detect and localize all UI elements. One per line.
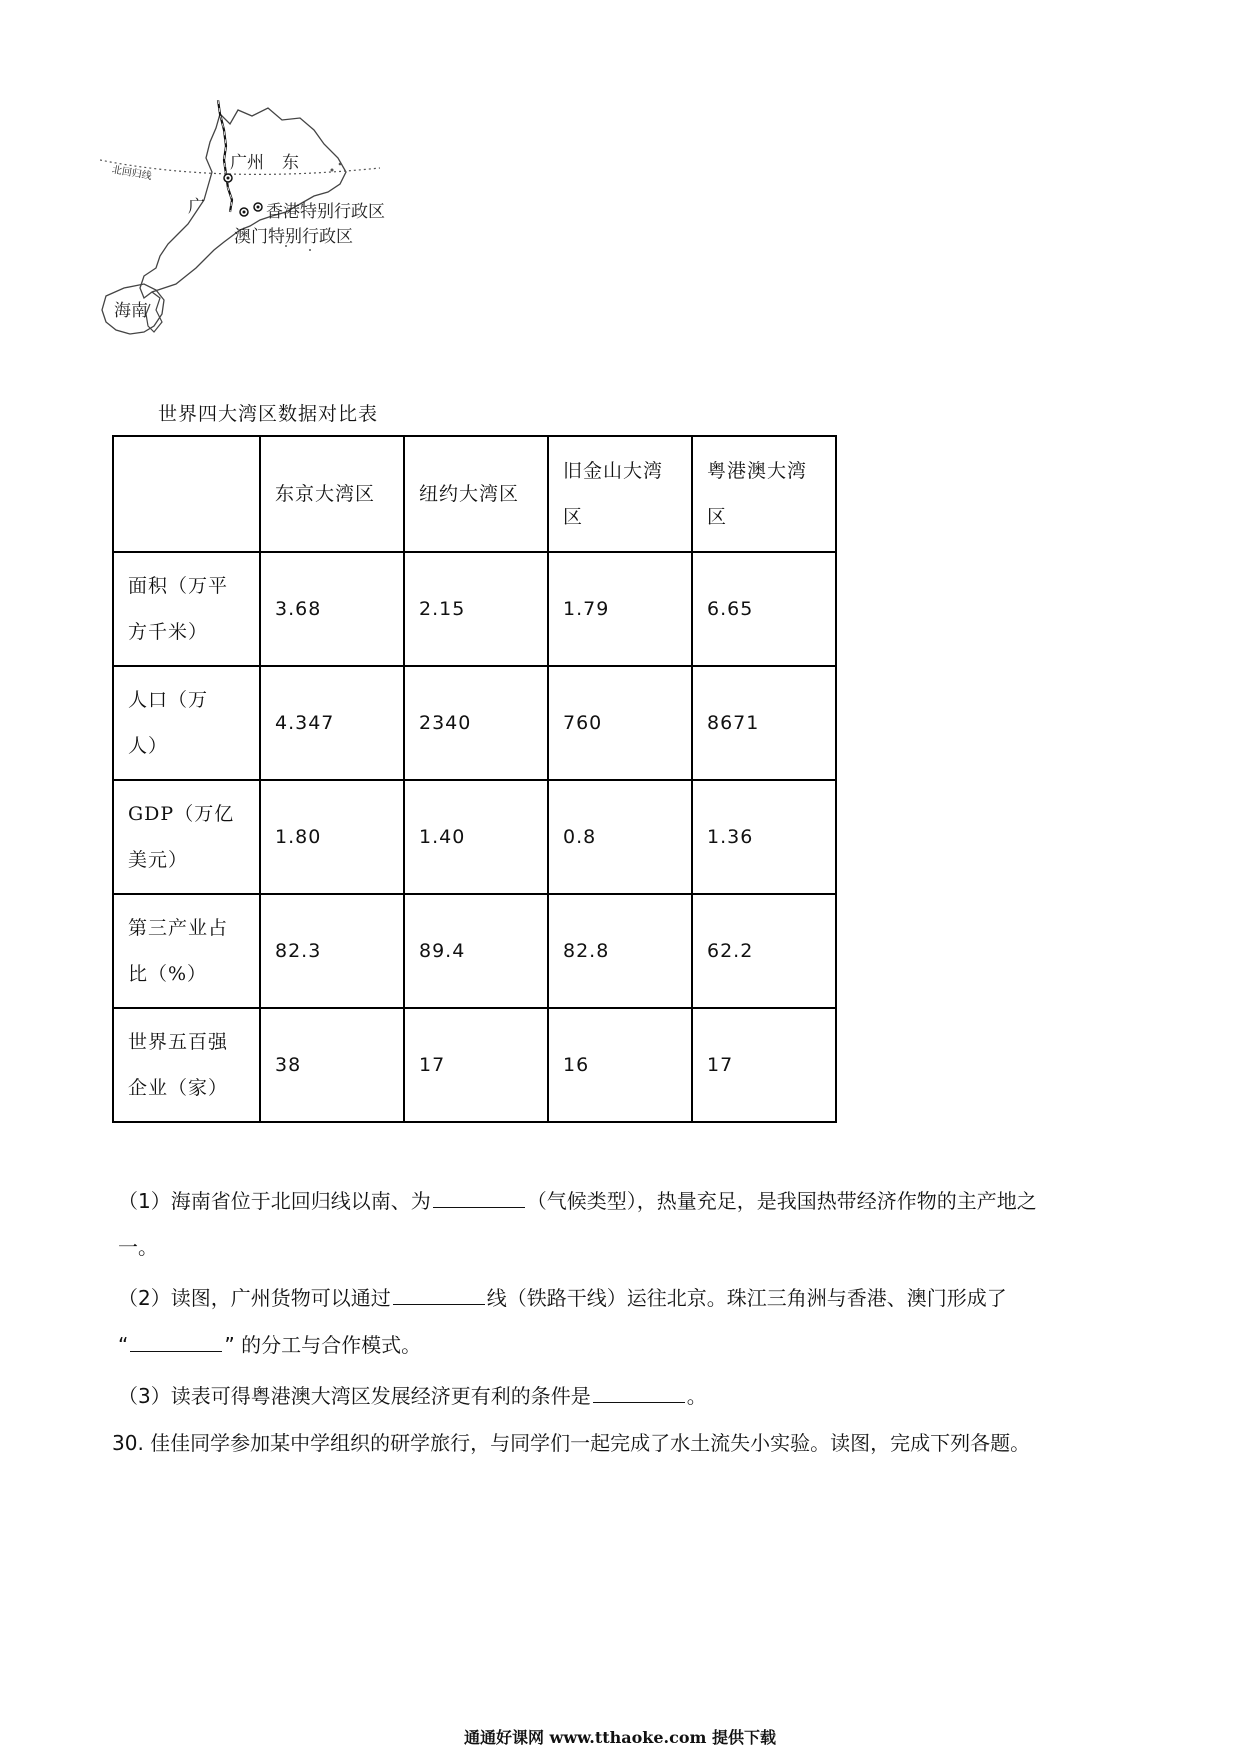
bay-area-data-table (112, 435, 837, 1123)
table-cell: 17 (692, 1008, 836, 1122)
table-header-cell: 纽约大湾区 (404, 436, 548, 552)
table-header-row (113, 436, 836, 552)
table-cell: 82.8 (548, 894, 692, 1008)
table-cell: 8671 (692, 666, 836, 780)
table-header-cell: 东京大湾区 (260, 436, 404, 552)
map-label-macau: 澳门特别行政区 (234, 227, 353, 247)
question-text: 线（铁路干线）运往北京。珠江三角洲与香港、澳门形成了 (486, 1286, 1007, 1310)
table-row (113, 552, 836, 666)
footer: 通通好课网 www.tthaoke.com 提供下载 (463, 1728, 777, 1747)
table-cell: 4.347 (260, 666, 404, 780)
question-1-line-1 (118, 1185, 1037, 1216)
table-header-cell (113, 436, 260, 552)
table-header-cell: 旧金山大湾 区 (548, 436, 692, 552)
row-label: GDP（万亿 美元） (113, 780, 260, 894)
table-cell: 1.40 (404, 780, 548, 894)
question-text: 一。 (118, 1235, 158, 1259)
question-text: （1）海南省位于北回归线以南、为 (118, 1189, 431, 1213)
table-cell: 1.36 (692, 780, 836, 894)
question-text: （气候类型），热量充足，是我国热带经济作物的主产地之 (526, 1189, 1037, 1213)
question-text: （3）读表可得粤港澳大湾区发展经济更有利的条件是 (118, 1384, 591, 1408)
table-cell: 16 (548, 1008, 692, 1122)
map-label-hainan: 海南 (114, 301, 148, 321)
table-cell: 38 (260, 1008, 404, 1122)
table-cell: 62.2 (692, 894, 836, 1008)
question-text: 30. 佳佳同学参加某中学组织的研学旅行，与同学们一起完成了水土流失小实验。读图，完成下列各题。 (112, 1431, 1031, 1455)
table-cell: 1.80 (260, 780, 404, 894)
question-1-line-2 (118, 1232, 158, 1262)
question-text: ” 的分工与合作模式。 (224, 1333, 422, 1357)
question-text: 。 (686, 1384, 707, 1408)
table-row (113, 780, 836, 894)
table-cell: 3.68 (260, 552, 404, 666)
table-cell: 6.65 (692, 552, 836, 666)
table-row (113, 894, 836, 1008)
question-text: （2）读图，广州货物可以通过 (118, 1286, 391, 1310)
map-label-guangzhou: 广州 (230, 153, 264, 173)
table-cell: 2340 (404, 666, 548, 780)
table-row (113, 1008, 836, 1122)
table-cell: 89.4 (404, 894, 548, 1008)
row-label: 世界五百强 企业（家） (113, 1008, 260, 1122)
map-label-dong: 东 (282, 153, 299, 173)
table-cell: 82.3 (260, 894, 404, 1008)
question-2-line-1 (118, 1282, 1007, 1313)
table-cell: 1.79 (548, 552, 692, 666)
answer-blank[interactable] (130, 1329, 222, 1352)
map-label-tropic: 北回归线 (111, 164, 153, 183)
table-cell: 17 (404, 1008, 548, 1122)
row-label: 面积（万平 方千米） (113, 552, 260, 666)
table-cell: 2.15 (404, 552, 548, 666)
table-cell: 760 (548, 666, 692, 780)
row-label: 人口（万 人） (113, 666, 260, 780)
map-label-hongkong: 香港特别行政区 (266, 202, 385, 222)
answer-blank[interactable] (393, 1282, 485, 1305)
guangdong-map (100, 100, 440, 380)
question-2-line-2 (118, 1329, 421, 1360)
table-row (113, 666, 836, 780)
answer-blank[interactable] (433, 1185, 525, 1208)
answer-blank[interactable] (593, 1380, 685, 1403)
map-label-guang: 广 (188, 197, 205, 217)
question-3-line (118, 1380, 707, 1411)
table-title: 世界四大湾区数据对比表 (158, 403, 379, 425)
table-header-cell: 粤港澳大湾 区 (692, 436, 836, 552)
question-text: “ (118, 1333, 129, 1357)
question-30 (112, 1428, 1030, 1458)
table-cell: 0.8 (548, 780, 692, 894)
row-label: 第三产业占 比（%） (113, 894, 260, 1008)
